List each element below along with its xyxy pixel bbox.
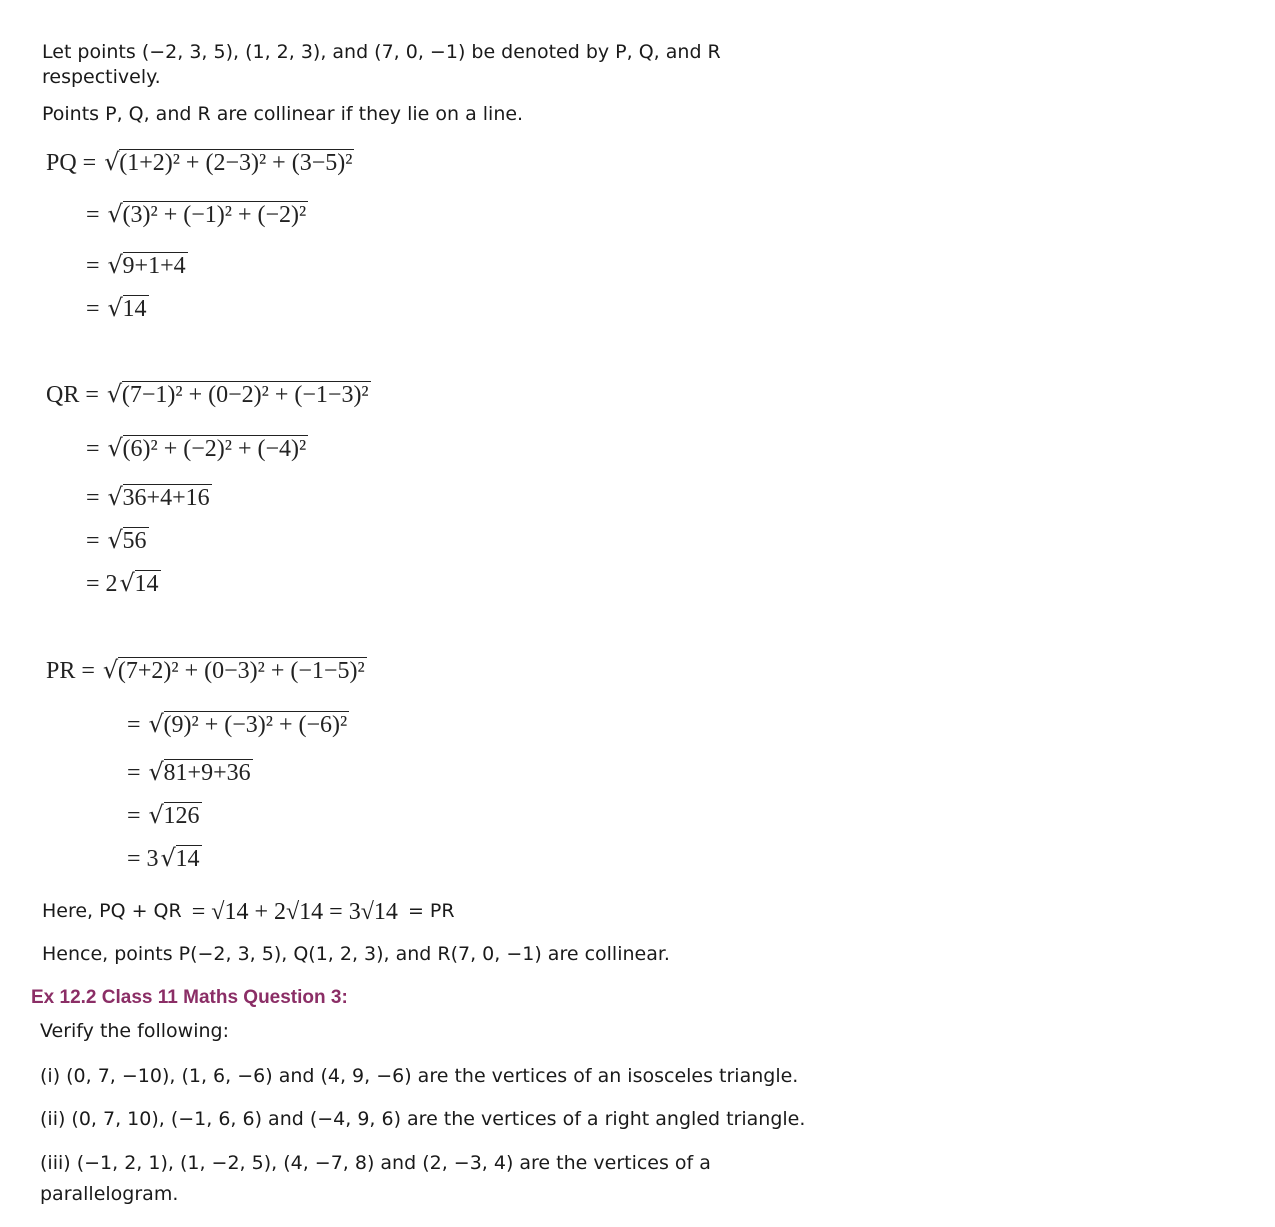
question-3-heading: Ex 12.2 Class 11 Maths Question 3:: [31, 987, 348, 1008]
qr-radical-4: [108, 526, 149, 556]
qr-step-3: = √ 36+4+16: [86, 483, 212, 513]
pq-radical-1: [104, 148, 354, 178]
pr-radical-5: [161, 844, 202, 874]
qr-coefficient: 2: [105, 571, 118, 597]
qr-radicand-3: 36+4+16: [122, 485, 210, 511]
intro-line-2: respectively.: [42, 66, 161, 88]
pq-radical-3: [108, 251, 188, 281]
pr-radical-3: [149, 758, 253, 788]
pr-radicand-3: 81+9+36: [163, 760, 251, 786]
question-3-item-1: (i) (0, 7, −10), (1, 6, −6) and (4, 9, −6) are the vertices of an isosceles triangle.: [40, 1065, 799, 1087]
qr-radicand-4: 56: [122, 528, 147, 554]
qr-radical-5: [120, 569, 161, 599]
pq-radicand-1: (1+2)² + (2−3)² + (3−5)²: [119, 150, 353, 176]
qr-radical-1: [107, 380, 371, 410]
conclusion-here: Here, PQ + QR: [42, 900, 182, 922]
question-3-item-2: (ii) (0, 7, 10), (−1, 6, 6) and (−4, 9, 6) are the vertices of a right angled triangle.: [40, 1108, 806, 1130]
pq-radicand-3: 9+1+4: [122, 253, 186, 279]
qr-radicand-2: (6)² + (−2)² + (−4)²: [122, 436, 307, 462]
pq-step-3: = √ 9+1+4: [86, 251, 188, 281]
pq-radical-4: [108, 294, 149, 324]
conclusion-sum-expression: = √14 + 2√14 = 3√14: [191, 898, 398, 925]
qr-radicand-1: (7−1)² + (0−2)² + (−1−3)²: [121, 382, 369, 408]
pr-coefficient: 3: [146, 846, 159, 872]
pr-step-3: = √ 81+9+36: [127, 758, 253, 788]
pr-label: PR =: [46, 658, 95, 684]
question-3-item-3-line-2: parallelogram.: [40, 1183, 179, 1205]
pq-step-4: = √ 14: [86, 294, 149, 324]
qr-label: QR =: [46, 382, 99, 408]
question-3-verify: Verify the following:: [40, 1020, 229, 1042]
pr-step-4: = √ 126: [127, 801, 202, 831]
pq-label: PQ =: [46, 150, 97, 176]
conclusion-hence: Hence, points P(−2, 3, 5), Q(1, 2, 3), and R(7, 0, −1) are collinear.: [42, 943, 670, 965]
pr-radicand-5: 14: [175, 846, 200, 872]
pr-radicand-1: (7+2)² + (0−3)² + (−1−5)²: [117, 658, 365, 684]
conclusion-line: [42, 896, 455, 927]
pr-radical-1: [103, 656, 367, 686]
qr-radical-2: [108, 434, 309, 464]
pq-radicand-4: 14: [122, 296, 147, 322]
pq-radical-2: [108, 200, 309, 230]
qr-step-2: = √ (6)² + (−2)² + (−4)²: [86, 434, 308, 464]
qr-radicand-5: 14: [134, 571, 159, 597]
qr-step-4: = √ 56: [86, 526, 149, 556]
pr-radicand-2: (9)² + (−3)² + (−6)²: [163, 712, 348, 738]
pr-radical-2: [149, 710, 350, 740]
pq-radicand-2: (3)² + (−1)² + (−2)²: [122, 202, 307, 228]
pr-step-5: = 3√ 14: [127, 844, 202, 874]
qr-step-5: = 2√ 14: [86, 569, 161, 599]
intro-line-3: Points P, Q, and R are collinear if they lie on a line.: [42, 103, 524, 125]
pr-radical-4: [149, 801, 202, 831]
qr-radical-3: [108, 483, 212, 513]
pq-step-2: = √ (3)² + (−1)² + (−2)²: [86, 200, 308, 230]
pq-step-1: [46, 148, 354, 178]
qr-step-1: [46, 380, 371, 410]
intro-line-1: Let points (−2, 3, 5), (1, 2, 3), and (7, 0, −1) be denoted by P, Q, and R: [42, 41, 721, 63]
pr-radicand-4: 126: [163, 803, 200, 829]
pr-step-1: [46, 656, 367, 686]
question-3-item-3-line-1: (iii) (−1, 2, 1), (1, −2, 5), (4, −7, 8) and (2, −3, 4) are the vertices of a: [40, 1152, 711, 1174]
conclusion-equals-pr: = PR: [407, 900, 455, 922]
pr-step-2: = √ (9)² + (−3)² + (−6)²: [127, 710, 349, 740]
